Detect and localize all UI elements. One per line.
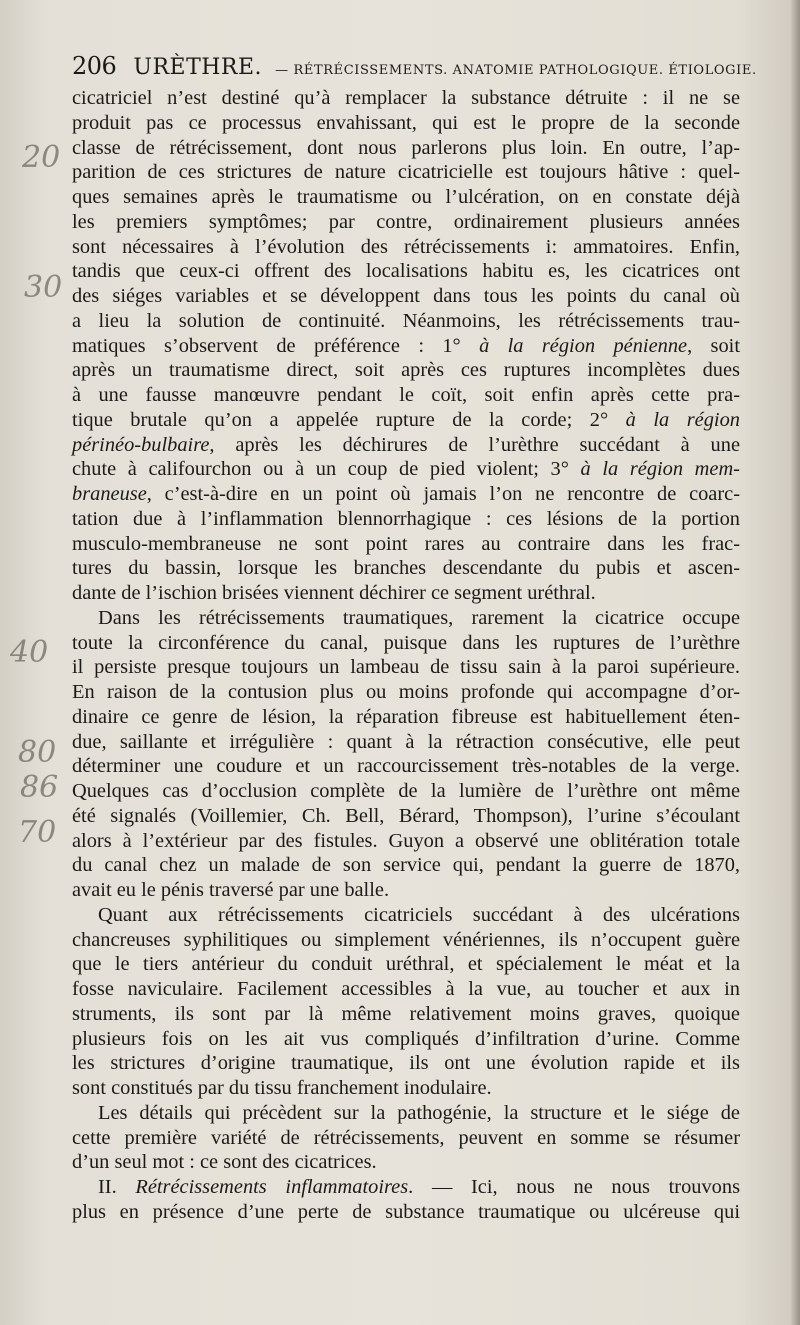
text-line: tandis que ceux-ci offrent des localisations habitu es, les cicatrices ont	[72, 260, 740, 283]
text-line: il persiste presque toujours un lambeau de tissu sain à la paroi supérieure.	[72, 656, 740, 679]
text-line: les strictures d’origine traumatique, ils ont une évolution rapide et ils	[72, 1052, 740, 1075]
text-line: déterminer une coudure et un raccourcissement très-notables de la verge.	[72, 755, 740, 778]
text-line: toute la circonférence du canal, puisque dans les ruptures de l’urèthre	[72, 631, 740, 654]
running-header	[72, 52, 757, 86]
text-line: tique brutale qu’on a appelée rupture de la corde; 2° à la région	[72, 408, 740, 431]
text-line: dinaire ce genre de lésion, la réparation fibreuse est habituellement éten-	[72, 705, 740, 728]
text-line: En raison de la contusion plus ou moins profonde qui accompagne d’or-	[72, 681, 740, 703]
margin-annotation: 70	[18, 815, 57, 850]
text-line: parition de ces strictures de nature cicatricielle est toujours hâtive : quel-	[72, 161, 740, 184]
text-line: musculo-membraneuse ne sont point rares au contraire dans les frac-	[72, 532, 740, 555]
text-line: périnéo-bulbaire, après les déchirures de l’urèthre succédant à une	[72, 433, 740, 456]
text-line: tures du bassin, lorsque les branches descendante du pubis et ascen-	[72, 557, 740, 580]
text-line: chute à califourchon ou à un coup de pied violent; 3° à la région mem-	[72, 458, 740, 481]
text-line: les premiers symptômes; par contre, ordinairement plusieurs années	[72, 210, 740, 233]
text-line: d’un seul mot : ce sont des cicatrices.	[72, 1151, 377, 1174]
text-line: plus en présence d’une perte de substance traumatique ou ulcéreuse qui	[72, 1200, 740, 1223]
text-line: Dans les rétrécissements traumatiques, rarement la cicatrice occupe	[98, 606, 740, 629]
running-title: URÈTHRE.	[133, 55, 263, 80]
text-line: alors à l’extérieur par des fistules. Guyon a observé une oblitération totale	[72, 829, 740, 852]
text-line: à une fausse manœuvre pendant le coït, soit enfin après cette pra-	[72, 384, 740, 406]
text-line: cette première variété de rétrécissements, peuvent en somme se résumer	[72, 1126, 740, 1149]
text-line: sont nécessaires à l’évolution des rétrécissements i: ammatoires. Enfin,	[72, 235, 740, 258]
text-line: a lieu la solution de continuité. Néanmoins, les rétrécissements trau-	[72, 309, 740, 332]
section-heading-line: II. Rétrécissements inflammatoires. — Ici, nous ne nous trouvons	[98, 1176, 741, 1198]
text-line: tation due à l’inflammation blennorrhagique : ces lésions de la portion	[72, 507, 740, 530]
text-line: des siéges variables et se développent dans tous les points du canal où	[72, 285, 740, 307]
text-line: ques semaines après le traumatisme ou l’ulcération, on en constate déjà	[72, 186, 740, 208]
margin-annotation: 30	[24, 270, 63, 305]
text-line: classe de rétrécissement, dont nous parlerons plus loin. En outre, l’ap-	[72, 136, 740, 159]
text-line: été signalés (Voillemier, Ch. Bell, Bérard, Thompson), l’urine s’écoulant	[72, 804, 740, 827]
text-line: que le tiers antérieur du conduit uréthral, et spécialement le méat et la	[72, 953, 740, 976]
margin-annotation: 40	[10, 635, 49, 670]
text-line: struments, ils sont par là même relativement moins graves, quoique	[72, 1002, 740, 1025]
text-line: avait eu le pénis traversé par une balle.	[72, 879, 390, 901]
text-line: matiques s’observent de préférence : 1° à la région pénienne, soit	[72, 334, 741, 357]
margin-annotation: 86	[20, 770, 59, 805]
text-line: Quant aux rétrécissements cicatriciels succédant à des ulcérations	[98, 903, 740, 926]
text-line: plusieurs fois on les ait vus compliqués d’infiltration d’urine. Comme	[72, 1027, 740, 1050]
margin-annotation: 20	[22, 140, 61, 175]
text-line: cicatriciel n’est destiné qu’à remplacer la substance détruite : il ne se	[72, 87, 740, 109]
text-line: produit pas ce processus envahissant, qui est le propre de la seconde	[72, 111, 740, 134]
running-subtitle: — RÉTRÉCISSEMENTS. ANATOMIE PATHOLOGIQUE. ÉTIOLOGIE.	[275, 63, 757, 78]
text-line: dante de l’ischion brisées viennent déchirer ce segment uréthral.	[72, 582, 596, 604]
text-line: braneuse, c’est-à-dire en un point où jamais l’on ne rencontre de coarc-	[72, 483, 740, 505]
text-line: sont constitués par du tissu franchement inodulaire.	[72, 1077, 492, 1099]
text-line: fosse naviculaire. Facilement accessibles à la vue, au toucher et aux in	[72, 978, 740, 1000]
text-line: Les détails qui précèdent sur la pathogénie, la structure et le siége de	[98, 1101, 740, 1124]
page-edge-shadow	[790, 0, 800, 1325]
page-number: 206	[72, 52, 117, 80]
margin-annotation: 80	[18, 735, 57, 770]
text-line: après un traumatisme direct, soit après ces ruptures incomplètes dues	[72, 359, 740, 382]
text-line: due, saillante et irrégulière : quant à la rétraction consécutive, elle peut	[72, 730, 740, 753]
text-line: du canal chez un malade de son service qui, pendant la guerre de 1870,	[72, 854, 740, 877]
body-text	[72, 86, 740, 1225]
text-line: Quelques cas d’occlusion complète de la lumière de l’urèthre ont même	[72, 780, 740, 802]
text-line: chancreuses syphilitiques ou simplement vénériennes, ils n’occupent guère	[72, 928, 740, 951]
